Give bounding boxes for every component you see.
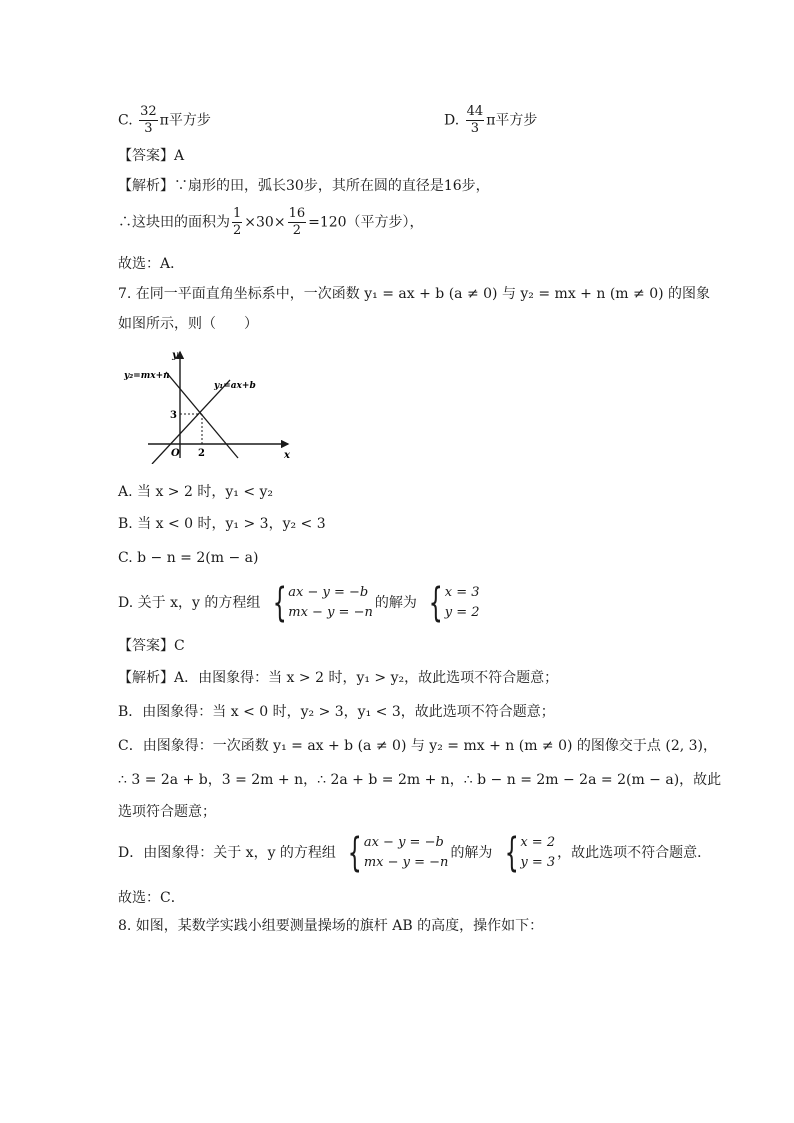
q7-option-b: B. 当 x < 0 时，y₁ > 3，y₂ < 3: [118, 516, 326, 532]
q7-option-a: A. 当 x > 2 时，y₁ < y₂: [118, 484, 274, 500]
q7-analysis-c3: 选项符合题意；: [118, 804, 216, 820]
q7-option-c: C. b − n = 2(m − a): [118, 550, 259, 566]
q7-answer: 【答案】C: [118, 638, 185, 654]
q6-analysis-line2: ∴这块田的面积为 $\frac{1}{2}$ ×30× $\frac{16}{2}$ =120（平方步），: [118, 206, 424, 238]
q7-analysis-c2: ∴ 3 = 2a + b，3 = 2m + n，∴ 2a + b = 2m + n，∴ b − n = 2m − 2a = 2(m − a)，故此: [118, 772, 722, 788]
line-y1: [152, 380, 230, 464]
option-label: C.: [118, 112, 133, 129]
q8-stem: 8. 如图，某数学实践小组要测量操场的旗杆 AB 的高度，操作如下：: [118, 918, 544, 934]
q6-analysis-line1: 【解析】∵扇形的田，弧长30步，其所在圆的直径是16步，: [118, 178, 490, 194]
q6-option-c: [118, 104, 211, 137]
q7-choose: 故选：C．: [118, 890, 185, 906]
fraction: $\frac{44}{3}$: [466, 104, 484, 136]
solution-system: { x = 2 y = 3: [504, 830, 556, 876]
equation-system: { ax − y = −b mx − y = −n: [348, 830, 449, 876]
option-text: π平方步: [159, 112, 211, 129]
fraction: $\frac{1}{2}$: [233, 206, 242, 238]
origin-label: O: [171, 448, 180, 459]
fraction: $\frac{16}{2}$: [288, 206, 306, 238]
q7-option-d: D. 关于 x，y 的方程组 { ax − y = −b mx − y = −n 的解为 { x = 3 y = 2: [118, 580, 480, 626]
q6-option-d: [444, 104, 537, 137]
fraction: $\frac{32}{3}$: [140, 104, 157, 136]
q6-answer: 【答案】A: [118, 148, 185, 164]
q7-analysis-a: 【解析】A．由图象得：当 x > 2 时，y₁ > y₂，故此选项不符合题意；: [118, 670, 559, 686]
y2-line-label: y₂=mx+n: [124, 371, 170, 381]
option-label: D.: [444, 112, 460, 129]
q7-analysis-c1: C．由图象得：一次函数 y₁ = ax + b (a ≠ 0) 与 y₂ = mx + n (m ≠ 0) 的图像交于点 (2, 3)，: [118, 738, 718, 754]
solution-system: { x = 3 y = 2: [429, 580, 480, 626]
q7-analysis-b: B．由图象得：当 x < 0 时，y₂ > 3，y₁ < 3，故此选项不符合题意；: [118, 704, 555, 720]
q7-stem-line2: 如图所示，则（ ）: [118, 316, 258, 332]
tick-3: 3: [170, 410, 177, 421]
x-axis-label: x: [284, 450, 290, 461]
tick-2: 2: [198, 448, 205, 459]
y1-line-label: y₁=ax+b: [214, 381, 256, 391]
q7-analysis-d: D．由图象得：关于 x，y 的方程组 { ax − y = −b mx − y = −n 的解为 { x = 2 y = 3 ，故此选项不符合题意．: [118, 830, 712, 876]
option-text: π平方步: [486, 112, 538, 129]
function-graph: [118, 346, 300, 464]
q6-choose: 故选：A．: [118, 256, 185, 272]
equation-system: { ax − y = −b mx − y = −n: [272, 580, 373, 626]
y-axis-label: y: [172, 350, 178, 361]
q7-stem-line1: 7. 在同一平面直角坐标系中，一次函数 y₁ = ax + b (a ≠ 0) 与 y₂ = mx + n (m ≠ 0) 的图象: [118, 286, 711, 302]
